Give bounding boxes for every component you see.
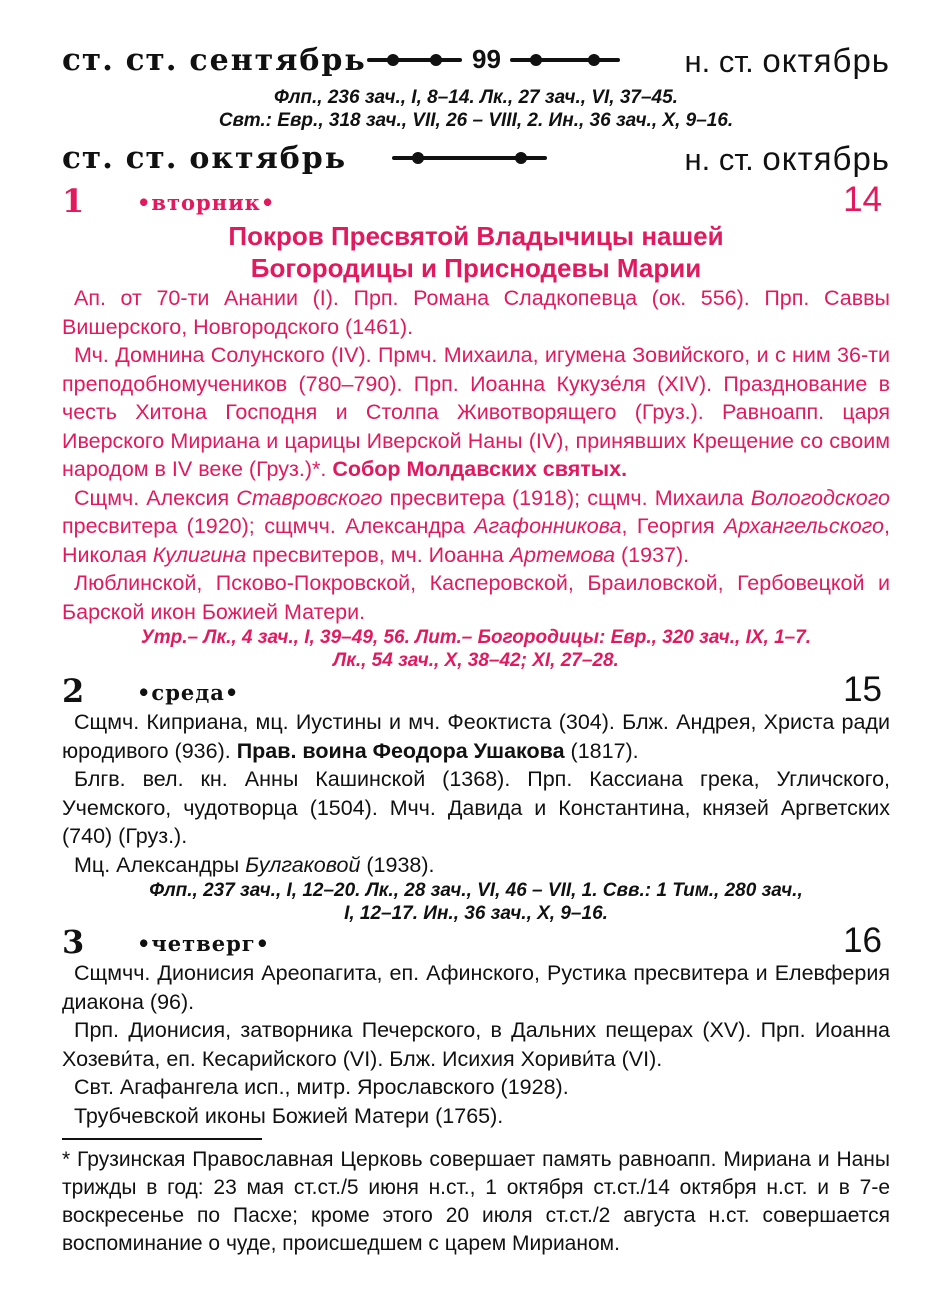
month-header-october: ст. ст. октябрь н. ст. октябрь bbox=[62, 140, 890, 177]
month-header-september bbox=[62, 38, 890, 86]
old-style-month: ст. ст. сентябрь bbox=[62, 42, 367, 78]
commemoration: Свт. Агафангела исп., митр. Ярославского (1928). bbox=[74, 1075, 569, 1099]
day-2-readings: Флп., 237 зач., I, 12–20. Лк., 28 зач., VI, 46 – VII, 1. Свв.: 1 Тим., 280 зач., I, 12–17. Ин., 36 зач., X, 9–16. bbox=[149, 880, 803, 924]
calendar-page bbox=[62, 38, 890, 1258]
new-style-month: н. ст. октябрь bbox=[684, 42, 890, 79]
commemoration: Блгв. вел. кн. Анны Кашинской (1368). Прп. Кассиана грека, Угличского, Учемского, чудотворца (1504). Мчч. Давида и Константина, князей Аргветских (740) (Груз.). bbox=[62, 767, 890, 848]
old-month-name: сентябрь bbox=[189, 43, 367, 78]
ornament-center bbox=[392, 156, 547, 160]
new-date: 14 bbox=[843, 180, 882, 219]
day-2-header: 2 •среда• 15 bbox=[62, 670, 882, 710]
day-1-readings: Утр.– Лк., 4 зач., I, 39–49, 56. Лит.– Богородицы: Евр., 320 зач., IX, 1–7. Лк., 54 зач., X, 38–42; XI, 27–28. bbox=[140, 627, 812, 671]
icons-list: Люблинской, Псково-Покровской, Касперовской, Браиловской, Гербовецкой и Барской икон Божией Матери. bbox=[62, 571, 890, 624]
ornament-left bbox=[367, 58, 462, 62]
new-martyrs: Сщмч. Алексия Ставровского пресвитера (1918); сщмч. Михаила Вологодского пресвитера (1920); сщмчч. Александра Агафонникова, Георгия Архангельского, Николая Кулигина пресвитеров, мч. Иоанна Артемова (1937). bbox=[62, 485, 891, 567]
commemoration: Сщмч. Киприана, мц. Иустины и мч. Феоктиста (304). Блж. Андрея, Христа ради юродивого (936). Прав. воина Феодора Ушакова (1817). bbox=[62, 710, 890, 763]
commemoration: Прп. Дионисия, затворника Печерского, в Дальних пещерах (XV). Прп. Иоанна Хозеви́та, еп. Кесарийского (VI). Блж. Исихия Хориви́та (VI). bbox=[62, 1018, 890, 1071]
ornament-right bbox=[510, 58, 620, 62]
icons-list: Трубчевской иконы Божией Матери (1765). bbox=[74, 1103, 504, 1128]
commemoration: Мц. Александры Булгаковой (1938). bbox=[74, 852, 435, 877]
weekday: •вторник• bbox=[137, 190, 276, 215]
day-3-header: 3 •четверг• 16 bbox=[62, 921, 882, 961]
page-number: 99 bbox=[472, 44, 501, 74]
readings-top: Флп., 236 зач., I, 8–14. Лк., 27 зач., VI, 37–45. Свт.: Евр., 318 зач., VII, 26 – VIII, 2. Ин., 36 зач., X, 9–16. bbox=[218, 87, 734, 131]
commemoration: Мч. Домнина Солунского (IV). Прмч. Михаила, игумена Зовийского, и с ним 36-ти преподобномучеников (780–790). Прп. Иоанна Кукузе́ля (XIV). Празднование в честь Хитона Господня и Столпа Животворящего (Груз.). Равноапп. царя Иверского Мириана и царицы Иверской Наны (IV), принявших Крещение со своим народом в IV веке (Груз.)*. Собор Молдавских святых. bbox=[62, 343, 890, 481]
old-date: 1 bbox=[62, 182, 85, 220]
commemoration: Сщмчч. Дионисия Ареопагита, еп. Афинского, Рустика пресвитера и Елевферия диакона (96). bbox=[62, 961, 890, 1014]
day-1-header bbox=[62, 180, 890, 220]
footnote-separator bbox=[62, 1138, 262, 1140]
footnote: * Грузинская Православная Церковь совершает память равноапп. Мириана и Наны трижды в год: 23 мая ст.ст./5 июня н.ст., 1 октября ст.ст./14 октября н.ст. и в 7-е воскресенье по Пасхе; кроме этого 20 июля ст.ст./2 августа н.ст. совершается воспоминание о чуде, происшедшем с царем Мирианом. bbox=[62, 1148, 890, 1255]
feast-title: Покров Пресвятой Владычицы нашей Богородицы и Приснодевы Марии bbox=[228, 221, 724, 283]
commemoration: Ап. от 70-ти Анании (I). Прп. Романа Сладкопевца (ок. 556). Прп. Саввы Вишерского, Новгородского (1461). bbox=[62, 286, 890, 339]
